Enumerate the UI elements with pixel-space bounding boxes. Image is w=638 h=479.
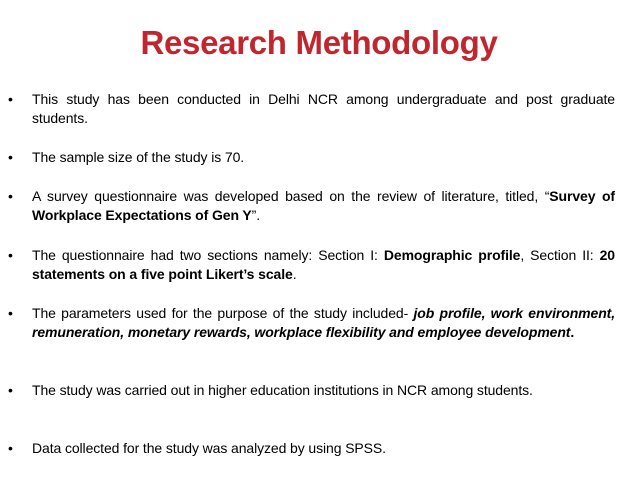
bullet-text (32, 304, 615, 342)
bullet-text-part: . (570, 324, 575, 340)
bullet-text: Data collected for the study was analyzed by using SPSS. (32, 440, 386, 456)
bullet-text: The sample size of the study is 70. (32, 149, 245, 165)
section-two-label: 20 statements on a five point Likert’s scale (32, 247, 615, 282)
slide-title: Research Methodology (140, 24, 498, 61)
bullet-dot-icon: • (8, 382, 13, 398)
bullet-text-part: The questionnaire had two sections namely: Section I: (32, 247, 384, 263)
bullet-text (32, 246, 615, 284)
bullet-text (32, 187, 615, 225)
bullet-dot-icon: • (8, 247, 13, 263)
bullet-dot-icon: • (8, 91, 13, 107)
bullet-dot-icon: • (8, 149, 13, 165)
section-one-label: Demographic profile (383, 247, 521, 263)
bullet-dot-icon: • (8, 188, 13, 204)
bullet-text-part: The parameters used for the purpose of the study included- (32, 305, 414, 321)
bullet-text-part: , Section II: (520, 247, 600, 263)
bullet-text: The study was carried out in higher education institutions in NCR among students. (32, 382, 533, 398)
questionnaire-title: Survey of Workplace Expectations of Gen Y (32, 188, 615, 223)
bullet-text-part: ”. (251, 207, 261, 223)
parameters-list: job profile, work environment, remuneration, monetary rewards, workplace flexibility and employee development (32, 305, 615, 340)
bullet-dot-icon: • (8, 305, 13, 321)
bullet-dot-icon: • (8, 440, 13, 456)
bullet-text-part: . (292, 266, 297, 282)
bullet-text-part: A survey questionnaire was developed based on the review of literature, titled, “ (32, 188, 550, 204)
bullet-text: This study has been conducted in Delhi NCR among undergraduate and post graduate students. (32, 91, 615, 126)
